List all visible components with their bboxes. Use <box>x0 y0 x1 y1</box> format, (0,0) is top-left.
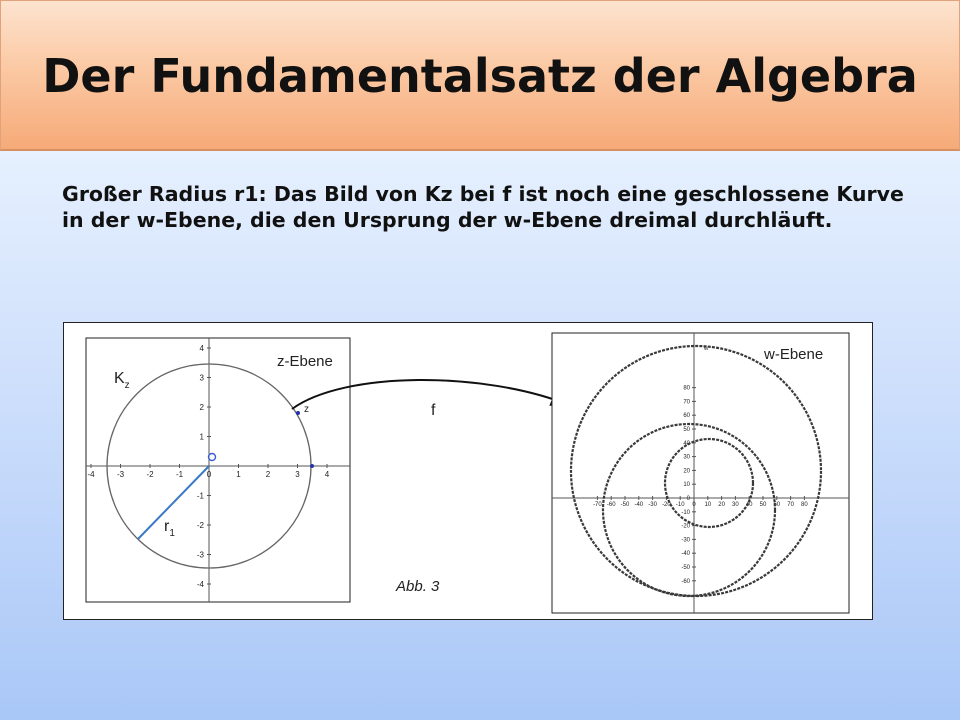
w-y-tick-label: 0 <box>686 496 690 502</box>
title-bar <box>0 0 960 151</box>
w-y-tick-label: 70 <box>683 399 690 406</box>
w-x-tick-label: 60 <box>773 502 781 508</box>
mapping-label: f <box>431 402 436 419</box>
w-y-tick-label: -20 <box>681 523 690 530</box>
figure-svg <box>64 323 872 619</box>
w-plane-frame <box>552 333 849 613</box>
w-y-tick-label: 10 <box>683 482 690 489</box>
w-x-tick-label: 30 <box>732 502 739 508</box>
figure-panel <box>63 322 873 620</box>
w-x-tick-label: 70 <box>787 502 794 508</box>
circle-label: $K_z$ <box>114 370 130 391</box>
w-y-tick-label: 50 <box>683 427 690 433</box>
z-x-tick-label: -4 <box>87 470 95 479</box>
w-y-tick-label: 60 <box>683 413 690 420</box>
w-x-tick-label: -60 <box>606 502 616 508</box>
w-y-tick-label: -60 <box>681 578 690 585</box>
point-z <box>296 411 300 415</box>
z-x-tick-label: 2 <box>265 470 271 479</box>
z-plane-panel <box>86 338 350 602</box>
w-y-tick-label: 40 <box>683 440 690 447</box>
z-plane-title: z-Ebene <box>277 353 333 370</box>
z-y-tick-label: 3 <box>199 373 204 383</box>
z-x-tick-label: -2 <box>146 470 154 479</box>
slide-title: Der Fundamentalsatz der Algebra <box>42 49 918 103</box>
w-x-tick-label: 10 <box>704 502 712 508</box>
z-y-tick-label: 1 <box>199 432 204 442</box>
w-plane-panel <box>552 333 849 613</box>
w-plane-title: w-Ebene <box>764 346 824 363</box>
z-y-tick-label: -2 <box>196 521 204 530</box>
w-y-tick-label: 20 <box>683 468 690 475</box>
w-x-tick-label: 20 <box>718 502 725 508</box>
w-axis-label: w <box>704 346 709 352</box>
z-y-tick-label: -3 <box>196 550 204 560</box>
z-x-tick-label: 4 <box>324 470 330 479</box>
z-x-tick-label: 3 <box>295 470 300 479</box>
w-y-tick-label: -30 <box>681 537 690 544</box>
z-x-tick-label: -3 <box>116 470 125 479</box>
w-y-tick-label: 30 <box>683 454 690 461</box>
w-x-tick-label: -40 <box>634 502 644 508</box>
w-x-tick-label: 80 <box>801 502 808 508</box>
z-y-tick-label: 2 <box>199 403 204 412</box>
w-y-tick-label: -40 <box>681 551 690 558</box>
w-x-tick-label: 0 <box>692 502 696 508</box>
w-x-tick-label: 50 <box>759 502 767 508</box>
z-x-tick-label: 1 <box>236 470 241 479</box>
point-on-axis <box>310 464 314 468</box>
w-x-tick-label: -10 <box>675 502 685 508</box>
w-x-tick-label: -30 <box>648 502 657 508</box>
w-x-tick-label: -20 <box>662 502 671 508</box>
z-y-tick-label: 4 <box>199 344 204 353</box>
z-y-tick-label: -1 <box>196 491 204 501</box>
w-x-tick-label: -50 <box>620 502 630 508</box>
figure-caption: Abb. 3 <box>396 578 440 595</box>
z-y-tick-label: -4 <box>196 580 204 589</box>
w-y-tick-label: 80 <box>683 385 690 392</box>
w-y-tick-label: -10 <box>681 509 690 516</box>
w-y-tick-label: -50 <box>681 565 690 571</box>
radius-label: $r_1$ <box>164 518 175 539</box>
w-x-tick-label: 40 <box>745 502 753 508</box>
z-x-tick-label: -1 <box>175 470 184 479</box>
slide-text: Großer Radius r1: Das Bild von Kz bei f ist noch eine geschlossene Kurve in der w-Ebene, die den Ursprung der w-Ebene dreimal durchläuft. <box>62 182 904 232</box>
z-x-tick-label: 0 <box>206 470 212 479</box>
point-z-label: z <box>304 404 309 415</box>
w-x-tick-label: -70 <box>593 502 602 508</box>
